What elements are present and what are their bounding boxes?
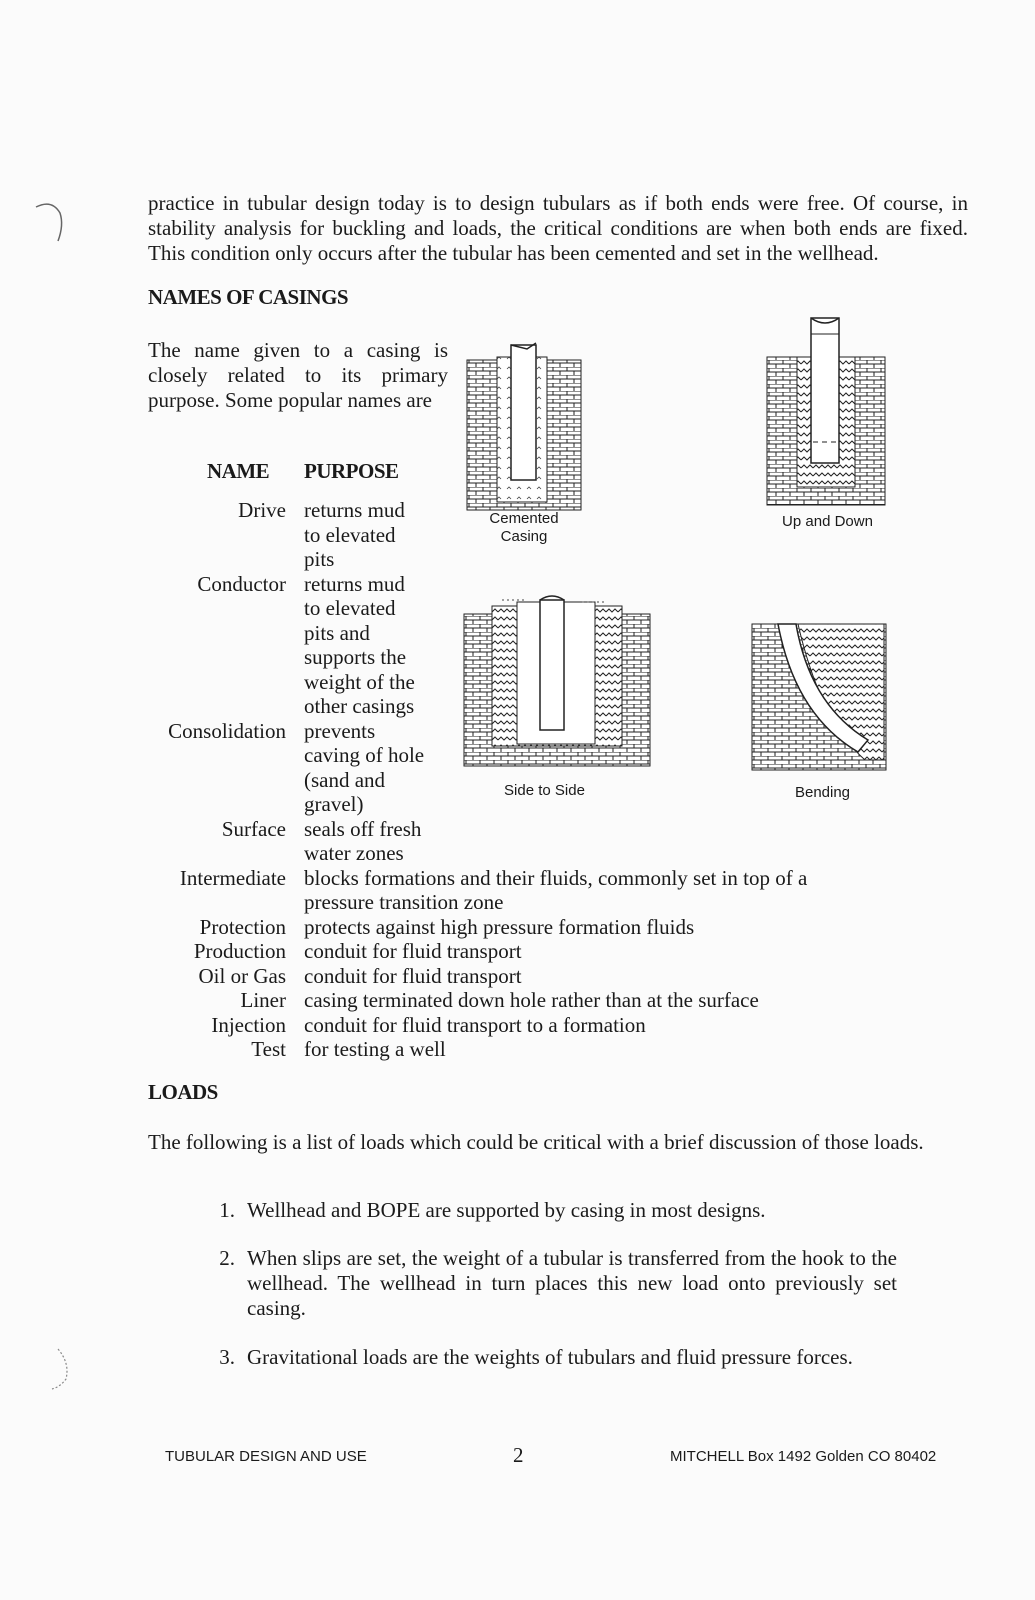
casing-purpose-line: protects against high pressure formation fluids (304, 914, 695, 939)
casing-name-10: Test (251, 1037, 286, 1061)
column-header-purpose: PURPOSE (304, 459, 399, 483)
casing-purpose-line: returns mud (304, 498, 405, 522)
caption-cemented-line1: Cemented (489, 510, 559, 527)
casing-name-1: Conductor (197, 571, 286, 596)
caption-cemented-line2: Casing (500, 528, 548, 545)
casing-name-4: Intermediate (179, 865, 286, 890)
casing-purpose-line: casing terminated down hole rather than at the surface (304, 988, 759, 1012)
casing-purpose-line: other casings (304, 694, 415, 718)
casing-purpose-line: conduit for fluid transport to a formation (304, 1012, 646, 1037)
casing-purpose-line: for testing a well (304, 1037, 446, 1061)
load-item-number: 2. (219, 1246, 235, 1270)
load-item-number: 3. (219, 1345, 235, 1369)
cemented-casing-diagram (465, 335, 585, 515)
casing-name-6: Production (193, 939, 286, 963)
scan-mark-bottom (40, 1345, 80, 1395)
casing-purpose-line: seals off fresh (304, 816, 422, 841)
casing-purpose-line: water zones (304, 841, 404, 865)
casing-purpose-line: returns mud (304, 571, 405, 596)
loads-intro: The following is a list of loads which could be critical with a brief discussion of those loads. (148, 1130, 924, 1154)
casing-purpose-line: supports the (304, 645, 407, 669)
casing-purpose-line: pits and (304, 620, 370, 645)
casing-name-3: Surface (221, 816, 286, 841)
casing-purpose-line: pits (304, 547, 335, 571)
casing-name-5: Protection (199, 914, 286, 939)
footer-address: MITCHELL Box 1492 Golden CO 80402 (670, 1448, 937, 1465)
load-item-text: Wellhead and BOPE are supported by casing in most designs. (247, 1198, 766, 1222)
scan-mark-top (30, 195, 70, 255)
load-item-text: When slips are set, the weight of a tubular is transferred from the hook to the wellhead. The wellhead in turn places this new load onto previously set casing. (247, 1246, 897, 1320)
casing-purpose-line: pressure transition zone (304, 890, 504, 914)
names-heading: NAMES OF CASINGS (148, 285, 349, 309)
casing-purpose-line: (sand and (304, 767, 386, 792)
casing-purpose-line: prevents (304, 718, 376, 743)
column-header-name: NAME (207, 459, 270, 483)
caption-up-and-down: Up and Down (782, 513, 873, 530)
page-number: 2 (513, 1443, 524, 1467)
casing-name-9: Injection (211, 1012, 286, 1037)
caption-side-to-side: Side to Side (504, 782, 585, 799)
names-intro: The name given to a casing is closely related to its primary purpose. Some popular names are (148, 338, 448, 412)
casing-name-8: Liner (240, 988, 286, 1012)
up-and-down-diagram (765, 312, 890, 512)
intro-paragraph: practice in tubular design today is to design tubulars as if both ends were free. Of course, in stability analysis for buckling and loads, the critical conditions are when both ends are fixed. This condition only occurs after the tubular has been cemented and set in the wellhead. (148, 191, 968, 265)
casing-purpose-line: caving of hole (304, 743, 425, 767)
casing-name-2: Consolidation (168, 718, 286, 743)
loads-heading: LOADS (148, 1080, 218, 1104)
casing-purpose-line: blocks formations and their fluids, commonly set in top of a (304, 865, 808, 890)
load-item-text: Gravitational loads are the weights of tubulars and fluid pressure forces. (247, 1345, 853, 1369)
casing-purpose-line: weight of the (304, 669, 415, 694)
casing-purpose-line: gravel) (304, 792, 364, 816)
casing-name-7: Oil or Gas (198, 963, 286, 988)
casing-purpose-line: to elevated (304, 596, 396, 620)
casing-purpose-line: to elevated (304, 522, 396, 547)
caption-bending: Bending (794, 784, 851, 801)
caption-cemented-casing (465, 510, 583, 546)
bending-diagram (750, 620, 890, 775)
load-item-number: 1. (219, 1198, 235, 1222)
side-to-side-diagram (462, 592, 654, 772)
casing-name-0: Drive (238, 498, 286, 522)
casing-purpose-line: conduit for fluid transport (304, 939, 522, 963)
footer-title: TUBULAR DESIGN AND USE (165, 1448, 367, 1465)
casing-purpose-line: conduit for fluid transport (304, 963, 522, 988)
